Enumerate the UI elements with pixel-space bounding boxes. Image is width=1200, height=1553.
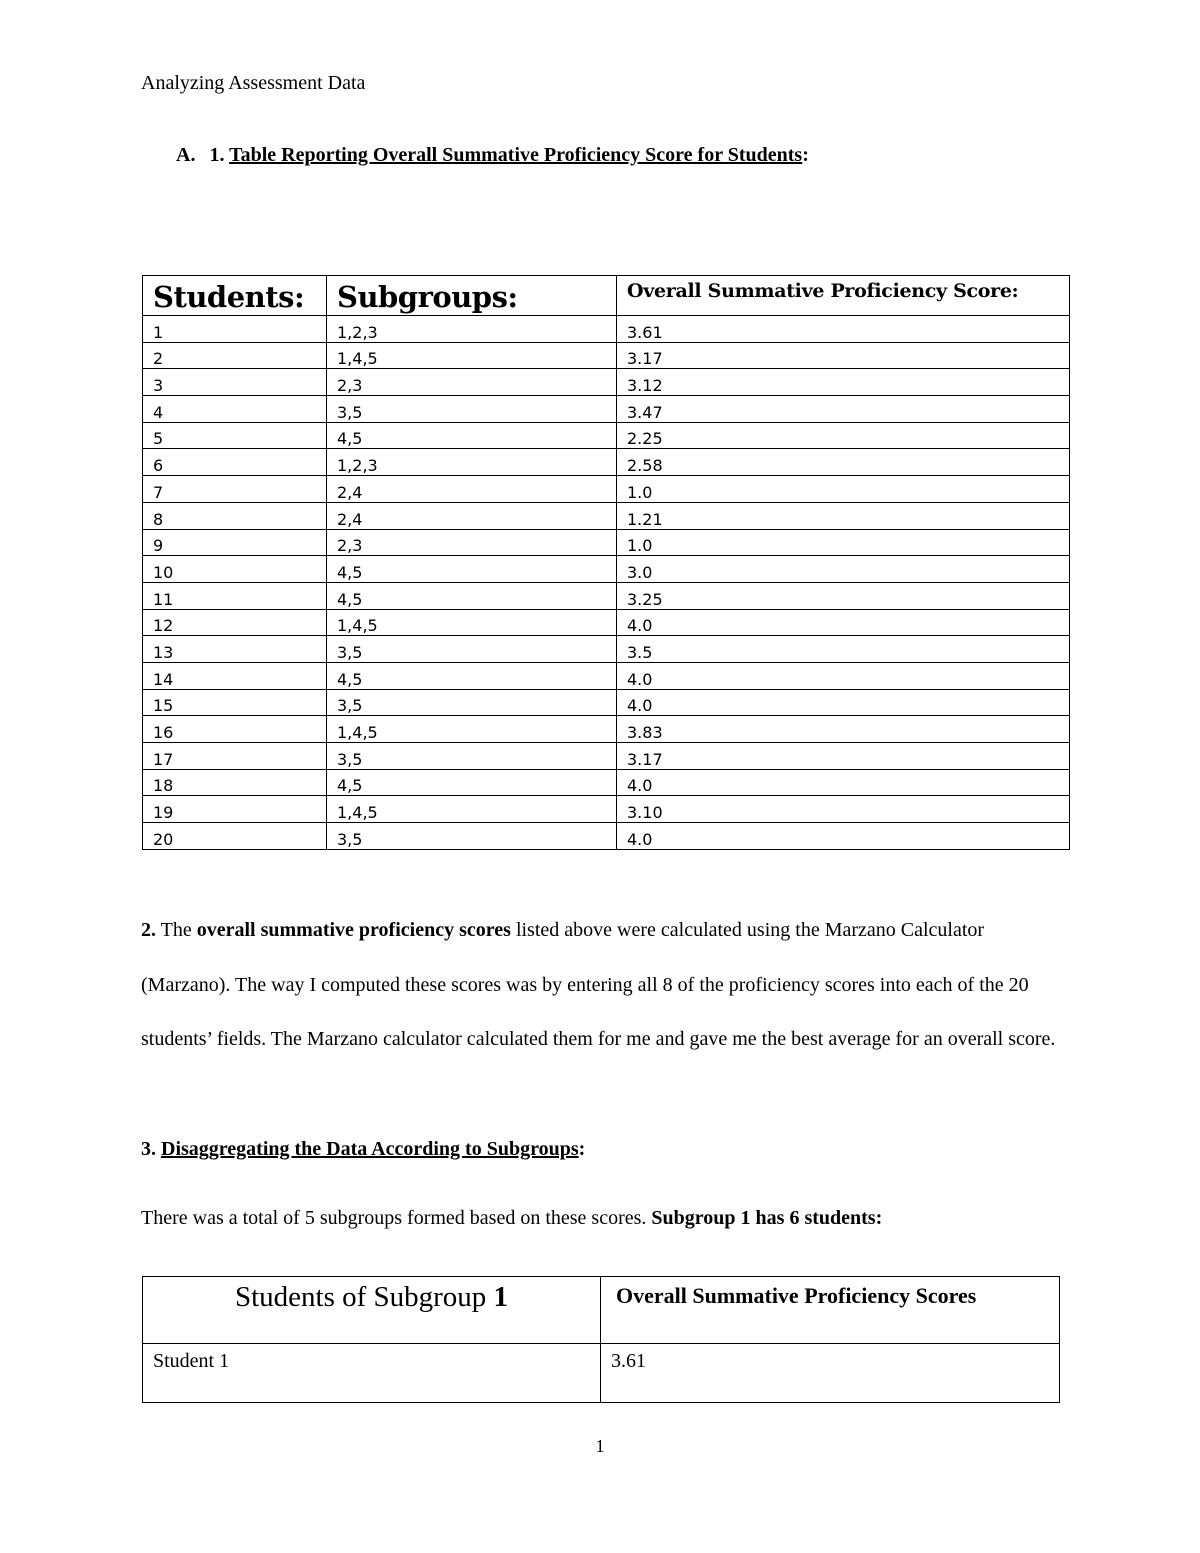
table-cell: 4,5 bbox=[327, 556, 617, 583]
table-cell: 2 bbox=[143, 342, 327, 369]
table-cell: 4.0 bbox=[617, 609, 1070, 636]
table-cell: 3.5 bbox=[617, 636, 1070, 663]
table-cell: 3.61 bbox=[617, 316, 1070, 343]
subgroup-1-table bbox=[142, 1276, 1060, 1403]
section-colon: : bbox=[802, 144, 809, 166]
table-header-row bbox=[143, 276, 1070, 316]
table-cell: 3,5 bbox=[327, 396, 617, 423]
header-score: Overall Summative Proficiency Score: bbox=[617, 276, 1070, 316]
table-cell: 1,4,5 bbox=[327, 796, 617, 823]
subgroup-header-text: Students of Subgroup bbox=[234, 1281, 487, 1313]
table-cell: 3,5 bbox=[327, 743, 617, 770]
table-cell: 3.83 bbox=[617, 716, 1070, 743]
section-title: Table Reporting Overall Summative Proficiency Score for Students bbox=[229, 144, 803, 166]
table-row bbox=[143, 582, 1070, 609]
table-cell: 1,2,3 bbox=[327, 316, 617, 343]
table-cell: 18 bbox=[143, 769, 327, 796]
section-3-paragraph bbox=[141, 1207, 1071, 1230]
table-cell: 1.0 bbox=[617, 476, 1070, 503]
table-cell: 3.12 bbox=[617, 369, 1070, 396]
section-3-number: 3. bbox=[141, 1138, 156, 1160]
table-cell: 3.17 bbox=[617, 743, 1070, 770]
table-cell: 4 bbox=[143, 396, 327, 423]
table-row bbox=[143, 316, 1070, 343]
table-cell: 10 bbox=[143, 556, 327, 583]
table-cell: 1,4,5 bbox=[327, 609, 617, 636]
table-cell: 16 bbox=[143, 716, 327, 743]
table-row bbox=[143, 396, 1070, 423]
subgroup-table-header-row bbox=[143, 1277, 1060, 1344]
table-row bbox=[143, 476, 1070, 503]
section-letter: A. bbox=[176, 144, 196, 166]
table-row bbox=[143, 422, 1070, 449]
table-cell: 1,4,5 bbox=[327, 716, 617, 743]
page-number: 1 bbox=[595, 1436, 605, 1456]
table-cell: 4,5 bbox=[327, 422, 617, 449]
table-cell: 2,3 bbox=[327, 529, 617, 556]
table-cell: 4,5 bbox=[327, 662, 617, 689]
table-row bbox=[143, 1344, 1060, 1403]
table-cell: 1,2,3 bbox=[327, 449, 617, 476]
table-cell: Student 1 bbox=[143, 1344, 601, 1403]
table-cell: 1.0 bbox=[617, 529, 1070, 556]
table-row bbox=[143, 743, 1070, 770]
table-cell: 3,5 bbox=[327, 636, 617, 663]
table-cell: 3,5 bbox=[327, 689, 617, 716]
table-cell: 2,4 bbox=[327, 502, 617, 529]
table-cell: 4.0 bbox=[617, 823, 1070, 850]
table-cell: 4.0 bbox=[617, 769, 1070, 796]
table-cell: 3.17 bbox=[617, 342, 1070, 369]
table-row bbox=[143, 823, 1070, 850]
section-3-heading bbox=[141, 1138, 1071, 1161]
table-row bbox=[143, 716, 1070, 743]
section-2-paragraph bbox=[141, 903, 1071, 1067]
table-row bbox=[143, 796, 1070, 823]
section-2-text: listed above were calculated using the Marzano Calculator (Marzano). The way I computed these scores was by entering all 8 of the proficiency scores into each of the 20 students’ fields. The Marzano calculator calculated them for me and gave me the best average for an overall score. bbox=[141, 919, 1056, 1050]
table-cell: 9 bbox=[143, 529, 327, 556]
table-row bbox=[143, 662, 1070, 689]
table-cell: 3.10 bbox=[617, 796, 1070, 823]
running-header: Analyzing Assessment Data bbox=[141, 72, 366, 94]
section-a-heading bbox=[176, 144, 809, 167]
table-row bbox=[143, 556, 1070, 583]
table-row bbox=[143, 609, 1070, 636]
table-cell: 6 bbox=[143, 449, 327, 476]
subgroup-header-students bbox=[143, 1277, 601, 1344]
table-cell: 14 bbox=[143, 662, 327, 689]
table-cell: 5 bbox=[143, 422, 327, 449]
table-cell: 4.0 bbox=[617, 662, 1070, 689]
table-row bbox=[143, 769, 1070, 796]
subgroup-header-scores: Overall Summative Proficiency Scores bbox=[601, 1277, 1060, 1344]
table-cell: 2,4 bbox=[327, 476, 617, 503]
section-2-bold: overall summative proficiency scores bbox=[196, 919, 511, 941]
table-cell: 4,5 bbox=[327, 769, 617, 796]
table-cell: 2,3 bbox=[327, 369, 617, 396]
header-students: Students: bbox=[143, 276, 327, 316]
table-cell: 15 bbox=[143, 689, 327, 716]
table-row bbox=[143, 342, 1070, 369]
table-cell: 17 bbox=[143, 743, 327, 770]
table-cell: 3,5 bbox=[327, 823, 617, 850]
proficiency-score-table bbox=[142, 275, 1070, 850]
table-cell: 4.0 bbox=[617, 689, 1070, 716]
table-cell: 2.25 bbox=[617, 422, 1070, 449]
table-cell: 3.0 bbox=[617, 556, 1070, 583]
table-cell: 2.58 bbox=[617, 449, 1070, 476]
header-subgroups: Subgroups: bbox=[327, 276, 617, 316]
section-3-bold: Subgroup 1 has 6 students: bbox=[651, 1207, 883, 1229]
section-3-colon: : bbox=[578, 1138, 586, 1160]
table-cell: 1.21 bbox=[617, 502, 1070, 529]
table-cell: 3.61 bbox=[601, 1344, 1060, 1403]
table-cell: 4,5 bbox=[327, 582, 617, 609]
table-cell: 19 bbox=[143, 796, 327, 823]
table-cell: 1 bbox=[143, 316, 327, 343]
table-cell: 11 bbox=[143, 582, 327, 609]
table-body bbox=[143, 316, 1070, 850]
subgroup-header-num: 1 bbox=[493, 1281, 509, 1313]
table-cell: 3 bbox=[143, 369, 327, 396]
subgroup-table-body bbox=[143, 1344, 1060, 1403]
table-cell: 1,4,5 bbox=[327, 342, 617, 369]
table-cell: 8 bbox=[143, 502, 327, 529]
table-cell: 12 bbox=[143, 609, 327, 636]
table-row bbox=[143, 502, 1070, 529]
section-number: 1. bbox=[209, 144, 225, 166]
table-cell: 7 bbox=[143, 476, 327, 503]
section-3-title: Disaggregating the Data According to Subgroups bbox=[161, 1138, 579, 1160]
section-3-plain: There was a total of 5 subgroups formed based on these scores. bbox=[141, 1207, 647, 1229]
table-row bbox=[143, 636, 1070, 663]
table-cell: 3.47 bbox=[617, 396, 1070, 423]
table-row bbox=[143, 449, 1070, 476]
table-cell: 3.25 bbox=[617, 582, 1070, 609]
table-cell: 20 bbox=[143, 823, 327, 850]
table-row bbox=[143, 689, 1070, 716]
table-row bbox=[143, 529, 1070, 556]
table-row bbox=[143, 369, 1070, 396]
section-2-pre: The bbox=[160, 919, 192, 941]
table-cell: 13 bbox=[143, 636, 327, 663]
section-2-number: 2. bbox=[141, 919, 156, 941]
